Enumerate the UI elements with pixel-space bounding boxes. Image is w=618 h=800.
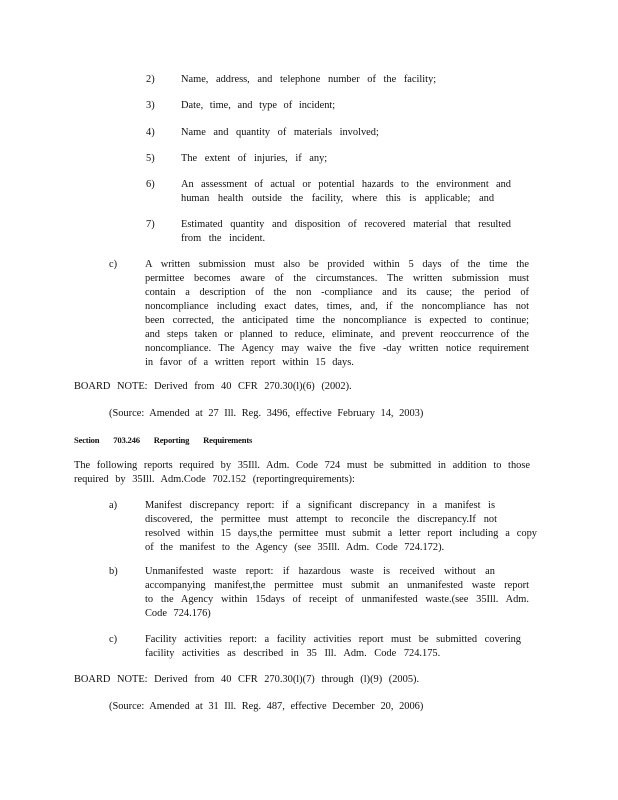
list-text: Name and quantity of materials involved; (181, 127, 379, 138)
board-note: BOARD NOTE: Derived from 40 CFR 270.30(l)(6) (2002). (74, 381, 352, 392)
list-number: 2) (146, 74, 155, 85)
list-text: Manifest discrepancy report: if a significant discrepancy in a manifest is discovered, the permittee must attempt to reconcile the discrepancy.If not resolved within 15 days,the permittee must submit a letter report including a copy of the manifest to the Agency (see 35Ill. Adm. Code 724.172). (145, 500, 537, 553)
list-text: An assessment of actual or potential hazards to the environment and human health outside the facility, where this is applicable; and (181, 179, 511, 204)
section-heading: Section 703.246 Reporting Requirements (74, 435, 253, 445)
list-number: 7) (146, 219, 155, 230)
source-note: (Source: Amended at 31 Ill. Reg. 487, effective December 20, 2006) (109, 701, 424, 712)
list-number: b) (109, 566, 118, 577)
list-number: 5) (146, 153, 155, 164)
list-number: a) (109, 500, 118, 511)
list-text: Date, time, and type of incident; (181, 100, 336, 111)
list-number: 6) (146, 179, 155, 190)
list-number: 4) (146, 127, 155, 138)
list-number: c) (109, 634, 118, 645)
intro-paragraph: The following reports required by 35Ill. Adm. Code 724 must be submitted in addition to those required by 35Ill. Adm.Code 702.152 (reportingrequirements): (74, 460, 530, 485)
list-number: 3) (146, 100, 155, 111)
list-text: Facility activities report: a facility activities report must be submitted covering facility activities as described in 35 Ill. Adm. Code 724.175. (145, 634, 521, 659)
board-note: BOARD NOTE: Derived from 40 CFR 270.30(l)(7) through (l)(9) (2005). (74, 674, 420, 685)
list-text: Unmanifested waste report: if hazardous waste is received without an accompanying manifest,the permittee must submit an unmanifested waste report to the Agency within 15days of receipt of unmanifested waste.(see 35Ill. Adm. Code 724.176) (145, 566, 529, 619)
paragraph: A written submission must also be provided within 5 days of the time the permittee becomes aware of the circumstances. The written submission must contain a description of the non -compliance and its cause; the period of noncompliance including exact dates, times, and, if the noncompliance has not been corrected, the anticipated time the noncompliance is expected to continue; and steps taken or planned to reduce, eliminate, and prevent reoccurrence of the noncompliance. The Agency may waive the five -day written notice requirement in favor of a written report within 15 days. (145, 259, 529, 368)
list-number: c) (109, 259, 118, 270)
list-text: Name, address, and telephone number of the facility; (181, 74, 437, 85)
list-text: The extent of injuries, if any; (181, 153, 328, 164)
source-note: (Source: Amended at 27 Ill. Reg. 3496, effective February 14, 2003) (109, 408, 424, 419)
list-text: Estimated quantity and disposition of recovered material that resulted from the incident. (181, 219, 511, 244)
